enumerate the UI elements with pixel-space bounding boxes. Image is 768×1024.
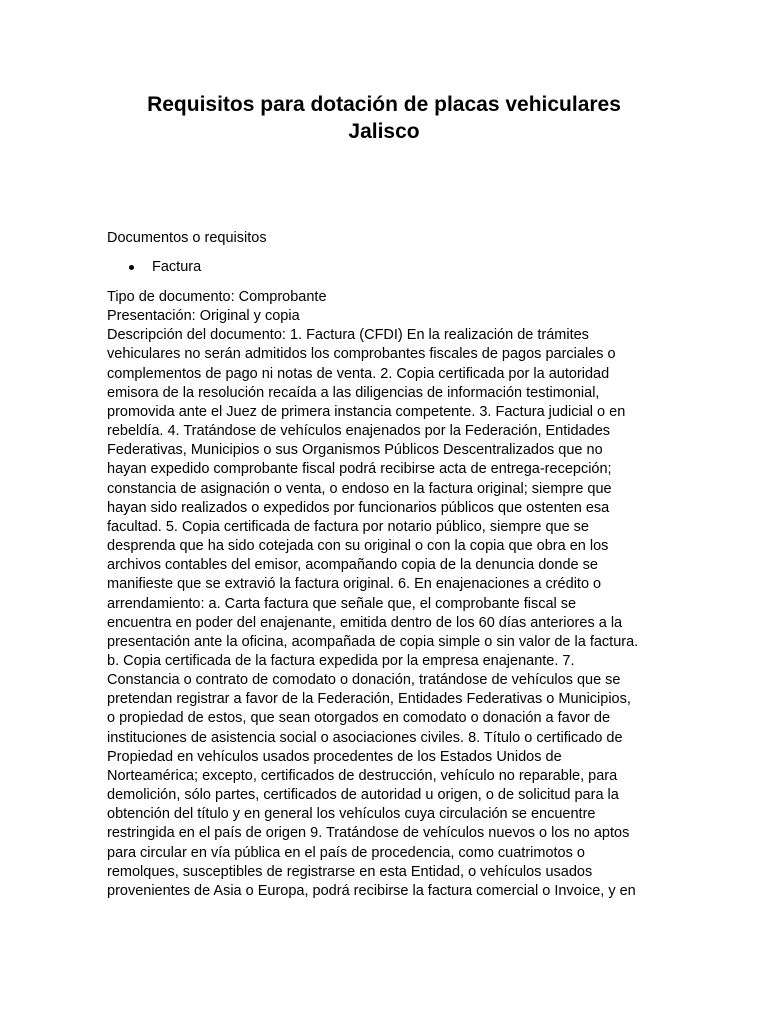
descripcion-line: manifieste que se extravió la factura original. 6. En enajenaciones a crédito o bbox=[107, 576, 602, 593]
descripcion-line: obtención del título y en general los vehículos cuya circulación se encuentre bbox=[107, 806, 596, 823]
descripcion-line: presentación ante la oficina, acompañada de copia simple o sin valor de la factura. bbox=[107, 633, 639, 650]
title-line-1: Requisitos para dotación de placas vehiculares bbox=[147, 93, 621, 116]
descripcion-line: demolición, sólo partes, certificados de autoridad u origen, o de solicitud para la bbox=[107, 787, 619, 804]
descripcion-line: Federativas, Municipios o sus Organismos Públicos Descentralizados que no bbox=[107, 442, 603, 459]
descripcion-line: para circular en vía pública en el país de procedencia, como cuatrimotos o bbox=[107, 844, 585, 861]
descripcion-line: provenientes de Asia o Europa, podrá recibirse la factura comercial o Invoice, y en bbox=[107, 882, 636, 899]
descripcion-line: desprenda que ha sido cotejada con su original o con la copia que obra en los bbox=[107, 538, 609, 555]
document-title bbox=[0, 91, 768, 145]
descripcion-line: encuentra en poder del enajenante, emitida dentro de los 60 días anteriores a la bbox=[107, 614, 623, 631]
list-item bbox=[107, 258, 201, 277]
descripcion-line: instituciones de asistencia social o asociaciones civiles. 8. Título o certificado de bbox=[107, 729, 623, 746]
list-item-label: Factura bbox=[152, 259, 202, 275]
descripcion-line: archivos contables del emisor, acompañando copia de la denuncia donde se bbox=[107, 557, 598, 574]
descripcion-line: arrendamiento: a. Carta factura que señale que, el comprobante fiscal se bbox=[107, 595, 577, 612]
descripcion-line: restringida en el país de origen 9. Tratándose de vehículos nuevos o los no aptos bbox=[107, 825, 630, 842]
descripcion-line: constancia de asignación o venta, o endoso en la factura original; siempre que bbox=[107, 480, 612, 497]
descripcion-line: complementos de pago ni notas de venta. 2. Copia certificada por la autoridad bbox=[107, 365, 610, 382]
document-body bbox=[107, 288, 663, 901]
title-line-2: Jalisco bbox=[348, 120, 420, 143]
descripcion-line: Norteamérica; excepto, certificados de destrucción, vehículo no reparable, para bbox=[107, 767, 618, 784]
requirements-list bbox=[107, 258, 201, 277]
descripcion-line: emisora de la resolución recaída a las diligencias de información testimonial, bbox=[107, 384, 600, 401]
descripcion-line: o propiedad de estos, que sean otorgados en comodato o donación a favor de bbox=[107, 710, 611, 727]
descripcion-documento bbox=[107, 326, 663, 901]
descripcion-line: Propiedad en vehículos usados procedentes de los Estados Unidos de bbox=[107, 748, 562, 765]
bullet-icon bbox=[129, 265, 134, 270]
descripcion-line: pretendan registrar a favor de la Federación, Entidades Federativas o Municipios, bbox=[107, 691, 631, 708]
descripcion-line: Constancia o contrato de comodato o donación, tratándose de vehículos que se bbox=[107, 672, 621, 689]
descripcion-line: b. Copia certificada de la factura expedida por la empresa enajenante. 7. bbox=[107, 652, 575, 669]
section-label: Documentos o requisitos bbox=[107, 230, 267, 246]
presentacion: Presentación: Original y copia bbox=[107, 308, 300, 325]
descripcion-line: rebeldía. 4. Tratándose de vehículos enajenados por la Federación, Entidades bbox=[107, 423, 611, 440]
descripcion-line: facultad. 5. Copia certificada de factura por notario público, siempre que se bbox=[107, 518, 589, 535]
descripcion-line: remolques, susceptibles de registrarse en esta Entidad, o vehículos usados bbox=[107, 863, 593, 880]
descripcion-line: vehiculares no serán admitidos los comprobantes fiscales de pagos parciales o bbox=[107, 346, 616, 363]
descripcion-line: Descripción del documento: 1. Factura (CFDI) En la realización de trámites bbox=[107, 327, 589, 344]
descripcion-line: hayan expedido comprobante fiscal podrá recibirse acta de entrega-recepción; bbox=[107, 461, 612, 478]
descripcion-line: hayan sido realizados o expedidos por funcionarios públicos que ostenten esa bbox=[107, 499, 610, 516]
descripcion-line: promovida ante el Juez de primera instancia competente. 3. Factura judicial o en bbox=[107, 403, 626, 420]
tipo-documento: Tipo de documento: Comprobante bbox=[107, 289, 327, 305]
